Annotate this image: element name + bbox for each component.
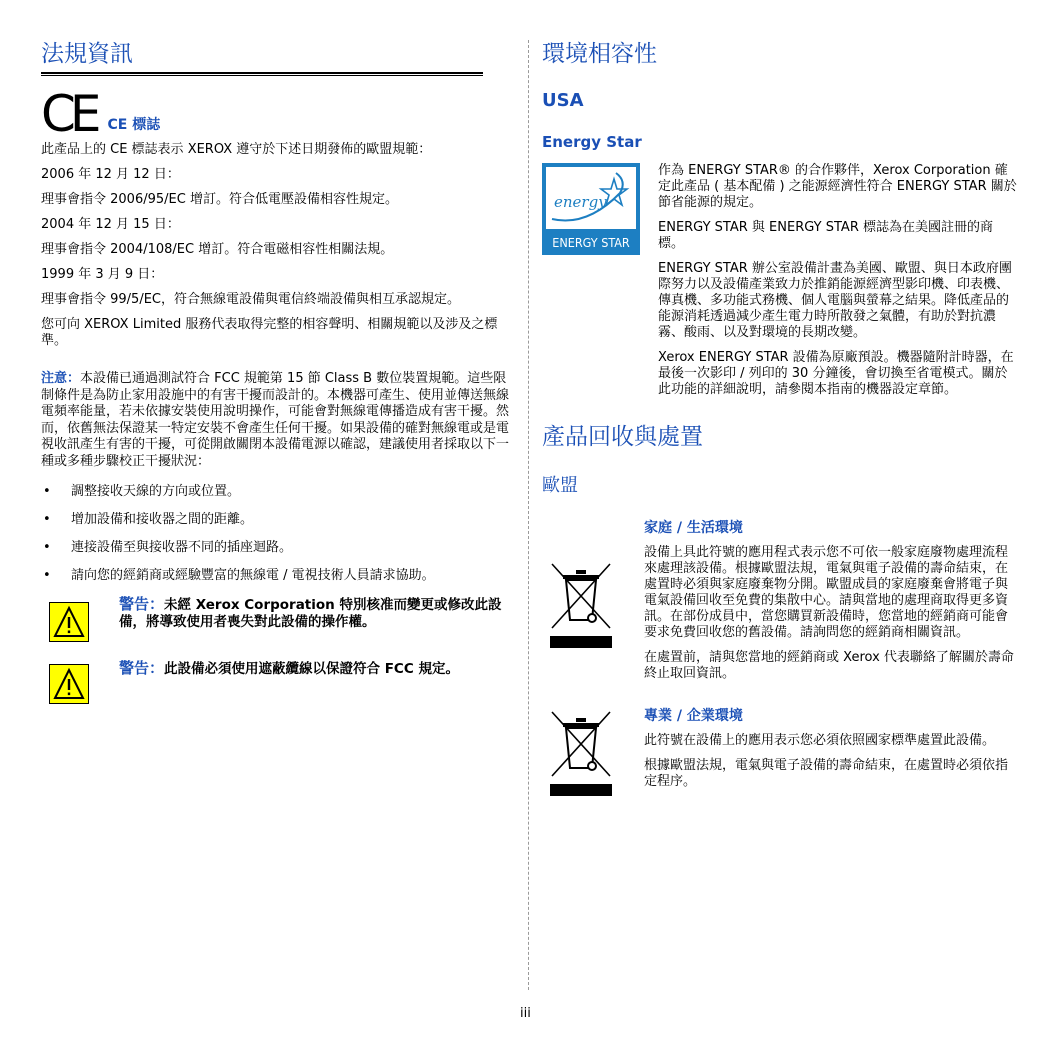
energy-star-paragraph-1: 作為 ENERGY STAR® 的合作夥伴，Xerox Corporation 確定此產品 ( 基本配備 ) 之能源經濟性符合 ENERGY STAR 關於節省能源的規定。 [658,163,1017,210]
left-column [41,38,516,704]
energy-star-paragraph-2: ENERGY STAR 與 ENERGY STAR 標誌為在美國註冊的商標。 [658,220,993,251]
bullet-text: 調整接收天線的方向或位置。 [71,484,241,499]
ce-paragraph-7: 理事會指令 99/5/EC，符合無線電設備與電信終端設備與相互承認規定。 [41,292,460,307]
ce-paragraph-2: 2006 年 12 月 12 日： [41,167,180,182]
regulatory-title: 法規資訊 [41,41,133,67]
professional-text [644,705,1016,799]
warning-text [119,596,516,642]
notice-lead: 注意： [41,371,81,386]
bullet-text: 請向您的經銷商或經驗豐富的無線電 / 電視技術人員請求協助。 [71,568,435,583]
energy-star-heading: Energy Star [542,133,642,151]
warning-lead: 警告： [119,595,165,613]
column-divider [528,40,529,990]
bullet-icon: • [43,540,51,555]
professional-heading: 專業 / 企業環境 [644,708,743,724]
warning-1 [41,596,516,642]
weee-bin-icon [546,517,616,691]
energy-star-section [542,163,1022,407]
energy-star-paragraph-3: ENERGY STAR 辦公室設備計畫為美國、歐盟、與日本政府團際努力以及設備產業致力於推銷能源經濟型影印機、印表機、傳真機、多功能式務機、個人電腦與螢幕之結果。降低產品的能源消耗透過減少產生電力時所散發之氣體，有助於對抗濃霧、酸雨、以及對環境的長期改變。 [658,261,1012,340]
environment-title: 環境相容性 [542,41,657,67]
warning-text [119,660,459,704]
ce-paragraph-1: 此產品上的 CE 標誌表示 XEROX 遵守於下述日期發佈的歐盟規範： [41,142,432,157]
bullet-text: 增加設備和接收器之間的距離。 [71,512,254,527]
professional-section [542,705,1022,799]
energy-star-text [658,163,1018,407]
warning-lead: 警告： [119,659,165,677]
ce-label: CE 標誌 [107,117,161,133]
usa-heading: USA [542,90,584,111]
title-rule [41,72,483,76]
ce-paragraph-8: 您可向 XEROX Limited 服務代表取得完整的相容聲明、相關規範以及涉及之標準。 [41,317,498,348]
ce-paragraph-5: 理事會指令 2004/108/EC 增訂。符合電磁相容性相關法規。 [41,242,394,257]
list-item [41,540,516,556]
warning-2 [41,660,516,704]
household-paragraph-1: 設備上具此符號的應用程式表示您不可依一般家庭廢物處理流程來處理該設備。根據歐盟法規，電氣與電子設備的壽命結束，在處置時必須與家庭廢棄物分開。歐盟成員的家庭廢棄會將電子與電氣設備回收至免費的集散中心。請與當地的處理商取得更多資訊。在部份成員中，當您購買新設備時，您當地的經銷商可能會要求免費回收您的舊設備。請詢問您的經銷商相關資訊。 [644,545,1009,640]
page-number: iii [520,1006,531,1021]
list-item [41,512,516,528]
energy-star-paragraph-4: Xerox ENERGY STAR 設備為原廠預設。機器隨附計時器，在最後一次影印 / 列印的 30 分鐘後，會切換至省電模式。關於此功能的詳細說明，請參閱本指南的機器設定章節。 [658,350,1014,397]
notice-text: 本設備已通過測試符合 FCC 規範第 15 節 Class B 數位裝置規範。這些限制條件是為防止家用設施中的有害干擾而設計的。本機器可產生、使用並傳送無線電頻率能量，若未依據安裝使用說明操作，可能會對無線電傳播造成有害干擾。然而，依舊無法保證某一特定安裝不會產生任何干擾。如果設備的確對無線電或是電視收訊產生有害的干擾，可從開啟關閉本設備電源以確認，建議使用者採取以下一種或多種步驟校正干擾狀況： [41,371,510,469]
eu-heading: 歐盟 [542,475,578,496]
bullet-text: 連接設備至與接收器不同的插座迴路。 [71,540,293,555]
bullet-icon: • [43,484,51,499]
household-text [644,517,1016,691]
weee-bin-icon [546,705,616,799]
household-paragraph-2: 在處置前，請與您當地的經銷商或 Xerox 代表聯絡了解關於壽命終止取回資訊。 [644,650,1014,681]
household-heading: 家庭 / 生活環境 [644,520,743,536]
list-item [41,484,516,500]
professional-paragraph-2: 根據歐盟法規，電氣與電子設備的壽命結束，在處置時必須依指定程序。 [644,758,1009,789]
fcc-notice [41,371,516,470]
ce-paragraph-6: 1999 年 3 月 9 日： [41,267,164,282]
fcc-bullet-list [41,484,516,584]
warning-icon [49,664,89,704]
list-item [41,568,516,584]
warning-body: 此設備必須使用遮蔽纜線以保證符合 FCC 規定。 [164,661,459,677]
energy-star-logo-icon [542,163,640,255]
ce-paragraph-4: 2004 年 12 月 15 日： [41,217,180,232]
warning-body: 未經 Xerox Corporation 特別核准而變更或修改此設備，將導致使用者喪失對此設備的操作權。 [119,597,502,630]
bullet-icon: • [43,568,51,583]
ce-paragraph-3: 理事會指令 2006/95/EC 增訂。符合低電壓設備相容性規定。 [41,192,398,207]
energy-star-logo-text: ENERGY STAR [552,235,630,250]
ce-mark-logo: CE [41,85,96,143]
warning-icon [49,602,89,642]
ce-heading [41,85,516,143]
recycling-title: 產品回收與處置 [542,424,703,450]
right-column [542,38,1022,799]
professional-paragraph-1: 此符號在設備上的應用表示您必須依照國家標準處置此設備。 [644,733,996,748]
energy-star-script: energy [554,193,607,211]
bullet-icon: • [43,512,51,527]
household-section [542,517,1022,691]
